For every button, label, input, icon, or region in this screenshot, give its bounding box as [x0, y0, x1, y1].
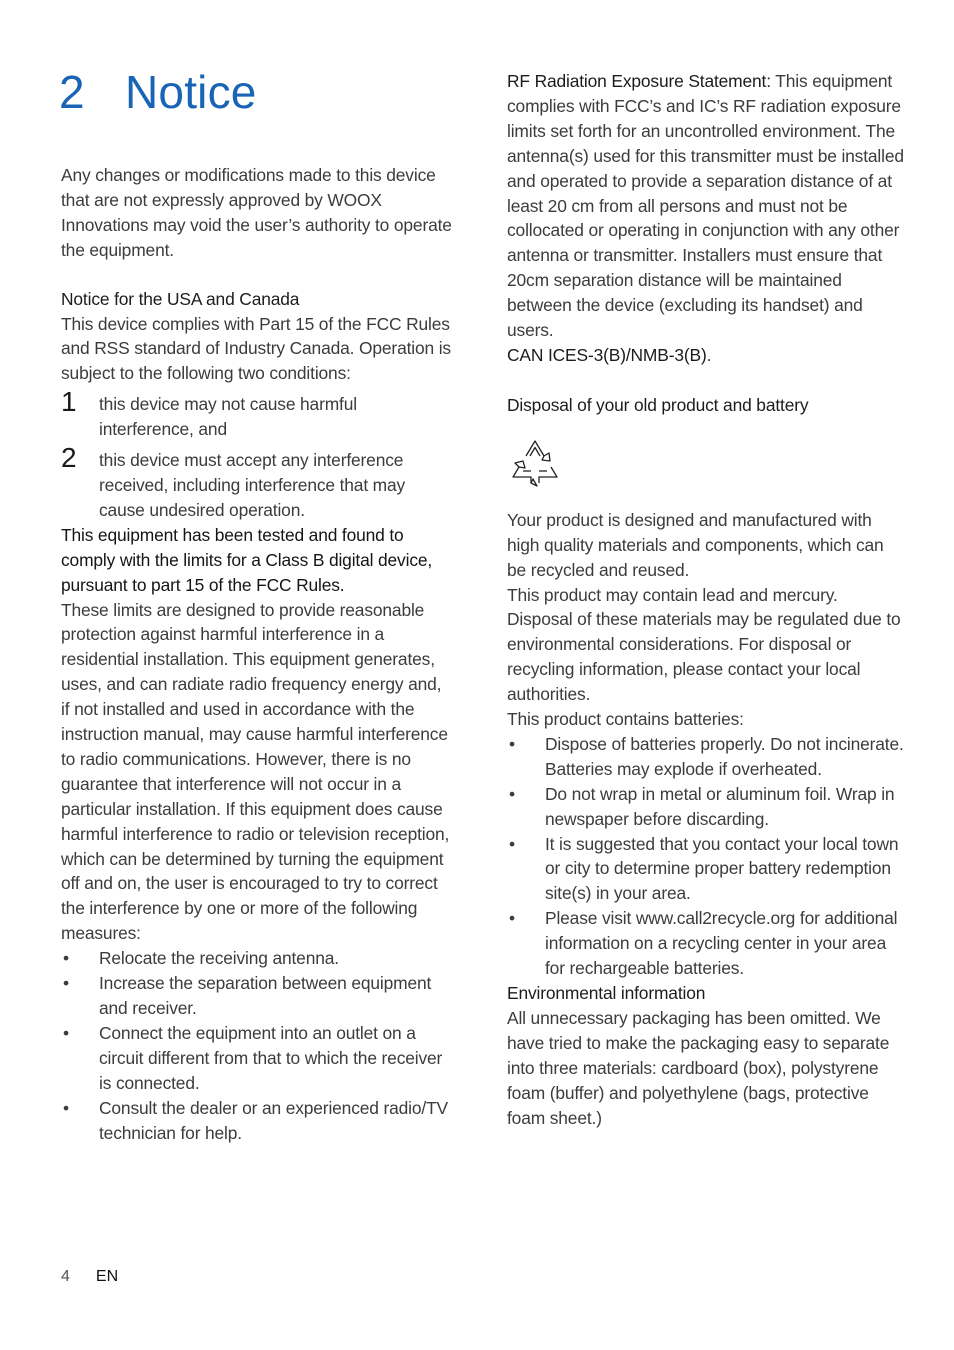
right-column [507, 0, 907, 1130]
list-item [61, 1096, 453, 1146]
class-b-statement: This equipment has been tested and found to comply with the limits for a Class B digital device, pursuant to part 15 of the FCC Rules. [61, 524, 433, 595]
contains-batteries: This product contains batteries: [507, 709, 744, 730]
left-column [61, 0, 453, 1145]
bullet: • [509, 733, 515, 754]
bullet: • [509, 833, 515, 854]
list-item-text: Connect the equipment into an outlet on a circuit different from that to which the receiver is connected. [99, 1022, 443, 1093]
product-designed-paragraph: Your product is designed and manufactured with high quality materials and components, which can be recycled and reused. [507, 509, 884, 580]
battery-list [507, 732, 907, 981]
bullet: • [63, 1022, 69, 1043]
list-item [61, 946, 453, 971]
condition-item [61, 386, 453, 442]
list-item [507, 906, 907, 981]
list-item-text: Relocate the receiving antenna. [99, 948, 339, 969]
bullet: • [509, 783, 515, 804]
chapter-number: 2 [59, 66, 85, 118]
disposal-heading: Disposal of your old product and battery [507, 394, 809, 415]
recycle-icon [509, 436, 561, 488]
list-item [507, 782, 907, 832]
list-item-text: Do not wrap in metal or aluminum foil. Wrap in newspaper before discarding. [545, 783, 895, 829]
rf-statement [507, 69, 907, 343]
usa-canada-heading: Notice for the USA and Canada [61, 288, 300, 309]
rf-statement-label: RF Radiation Exposure Statement: [507, 71, 771, 91]
condition-number: 2 [61, 442, 77, 474]
limits-paragraph: These limits are designed to provide reasonable protection against harmful interference in a residential installation. This equipment generates, uses, and can radiate radio frequency energy and, if not installed and used in accordance with the instruction manual, may cause harmful interference to radio communications. However, there is no guarantee that interference will not occur in a particular installation. If this equipment does cause harmful interference to radio or television reception, which can be determined by turning the equipment off and on, the user is encouraged to try to correct the interference by one or more of the following measures: [61, 599, 450, 944]
page-number: 4 [61, 1268, 70, 1285]
intro-paragraph: Any changes or modifications made to this device that are not expressly approved by WOOX Innovations may void the user’s authority to operate the equipment. [61, 165, 452, 260]
list-item [507, 832, 907, 907]
list-item-text: Consult the dealer or an experienced radio/TV technician for help. [99, 1097, 449, 1143]
usa-canada-body: This device complies with Part 15 of the FCC Rules and RSS standard of Industry Canada. Operation is subject to the following two conditions: [61, 313, 451, 384]
can-ices-period: . [706, 344, 712, 365]
list-item-text: Increase the separation between equipment and receiver. [99, 973, 432, 1018]
page-footer [61, 1266, 118, 1288]
bullet: • [63, 1097, 69, 1118]
list-item-text: It is suggested that you contact your local town or city to determine proper battery redemption site(s) in your area. [545, 833, 899, 904]
environmental-body: All unnecessary packaging has been omitted. We have tried to make the packaging easy to separate into three materials: cardboard (box), polystyrene foam (buffer) and polyethylene (bags, protective foam sheet.) [507, 1007, 890, 1128]
lead-mercury-paragraph: This product may contain lead and mercury. Disposal of these materials may be regulated due to environmental considerations. For disposal or recycling information, please contact your local authorities. [507, 584, 901, 705]
list-item [61, 1021, 453, 1096]
condition-text: this device must accept any interference received, including interference that may cause undesired operation. [99, 450, 406, 520]
language-code: EN [95, 1268, 119, 1285]
list-item-text: Please visit www.call2recycle.org for additional information on a recycling center in your area for rechargeable batteries. [545, 908, 898, 979]
environmental-heading: Environmental information [507, 983, 706, 1003]
list-item [61, 971, 453, 1021]
condition-text: this device may not cause harmful interference, and [99, 394, 357, 440]
condition-number: 1 [61, 386, 77, 418]
conditions-list [61, 386, 453, 523]
rf-statement-body: This equipment complies with FCC’s and IC’s RF radiation exposure limits set forth for an uncontrolled environment. The antenna(s) used for this transmitter must be installed and operated to provide a separation distance of at least 20 cm from all persons and must not be collocated or operating in conjunction with any other antenna or transmitter. Installers must ensure that 20cm separation distance will be maintained between the device (excluding its handset) and users. [507, 71, 904, 341]
measures-list [61, 946, 453, 1145]
bullet: • [509, 908, 515, 929]
list-item [507, 732, 907, 782]
condition-item [61, 442, 453, 523]
can-ices-label: CAN ICES-3(B)/NMB-3(B) [507, 344, 707, 365]
bullet: • [63, 948, 69, 969]
can-ices-line [507, 343, 907, 368]
chapter-title: Notice [125, 66, 257, 118]
list-item-text: Dispose of batteries properly. Do not incinerate. Batteries may explode if overheated. [545, 733, 904, 779]
bullet: • [63, 973, 69, 994]
